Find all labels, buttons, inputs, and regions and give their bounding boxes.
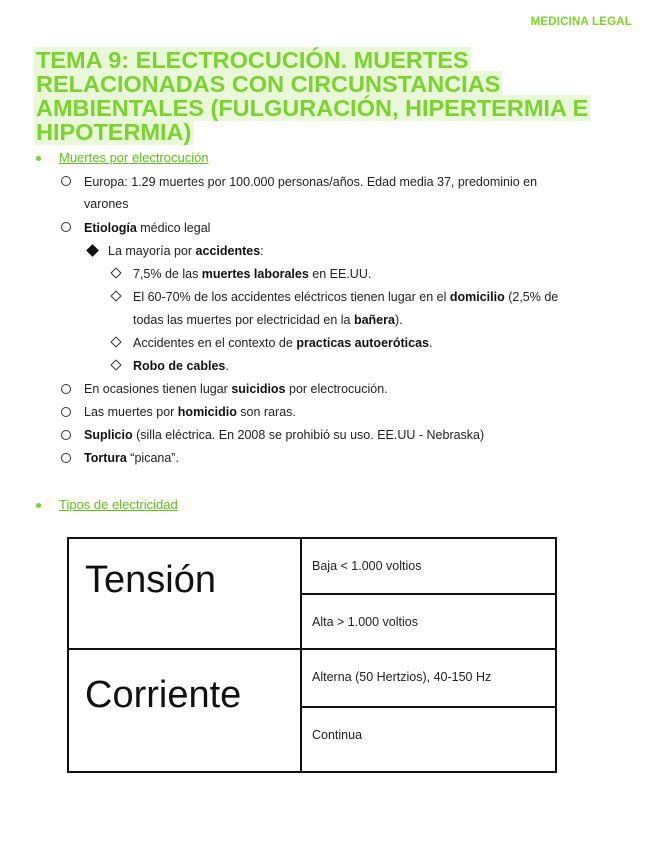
diamond-outline-bullet (110, 267, 121, 278)
circle-bullet (61, 384, 71, 394)
diamond-outline-bullet (110, 359, 121, 370)
cell-alta: Alta > 1.000 voltios (301, 594, 556, 649)
circle-bullet (61, 430, 71, 440)
cell-alterna: Alterna (50 Hertzios), 40-150 Hz (301, 649, 556, 707)
page-title-text: TEMA 9: ELECTROCUCIÓN. MUERTES RELACIONADAS CON CIRCUNSTANCIAS AMBIENTALES (FULGURACIÓN, HIPERTERMIA E HIPOTERMIA) (36, 47, 589, 145)
section-bullet (36, 503, 41, 508)
circle-bullet (61, 407, 71, 417)
text-domicilio-line2: todas las muertes por electricidad en la bañera). (133, 313, 403, 327)
diamond-outline-bullet (110, 336, 121, 347)
text-europa-line1: Europa: 1.29 muertes por 100.000 personas/años. Edad media 37, predominio en (84, 175, 538, 189)
text-tortura: Tortura “picana”. (84, 451, 179, 465)
text-domicilio-line1: El 60-70% de los accidentes eléctricos tienen lugar en el domicilio (2,5% de (133, 290, 559, 304)
page-title (34, 48, 614, 144)
diamond-outline-bullet (110, 290, 121, 301)
text-mayoria: La mayoría por accidentes: (108, 244, 264, 258)
text-europa-line2: varones (84, 197, 129, 211)
circle-bullet (61, 222, 71, 232)
cell-corriente: Corriente (68, 649, 301, 772)
section-heading-electrocucion[interactable]: Muertes por electrocución (59, 150, 209, 165)
text-suicidios: En ocasiones tienen lugar suicidios por electrocución. (84, 382, 388, 396)
circle-bullet (61, 176, 71, 186)
text-suplicio: Suplicio (silla eléctrica. En 2008 se prohibió su uso. EE.UU - Nebraska) (84, 428, 485, 442)
section-heading-tipos[interactable]: Tipos de electricidad (59, 497, 178, 512)
cell-baja: Baja < 1.000 voltios (301, 538, 556, 594)
text-laborales: 7,5% de las muertes laborales en EE.UU. (133, 267, 372, 281)
text-robo: Robo de cables. (133, 359, 229, 373)
section-bullet (36, 156, 41, 161)
cell-tension: Tensión (68, 538, 301, 649)
text-etiologia: Etiología médico legal (84, 221, 211, 235)
text-autoeroticas: Accidentes en el contexto de practicas autoeróticas. (133, 336, 433, 350)
header-tag: MEDICINA LEGAL (530, 16, 632, 28)
text-homicidio: Las muertes por homicidio son raras. (84, 405, 296, 419)
circle-bullet (61, 453, 71, 463)
diamond-bullet (86, 244, 99, 257)
electricity-types-table (67, 537, 557, 773)
cell-continua: Continua (301, 707, 556, 772)
